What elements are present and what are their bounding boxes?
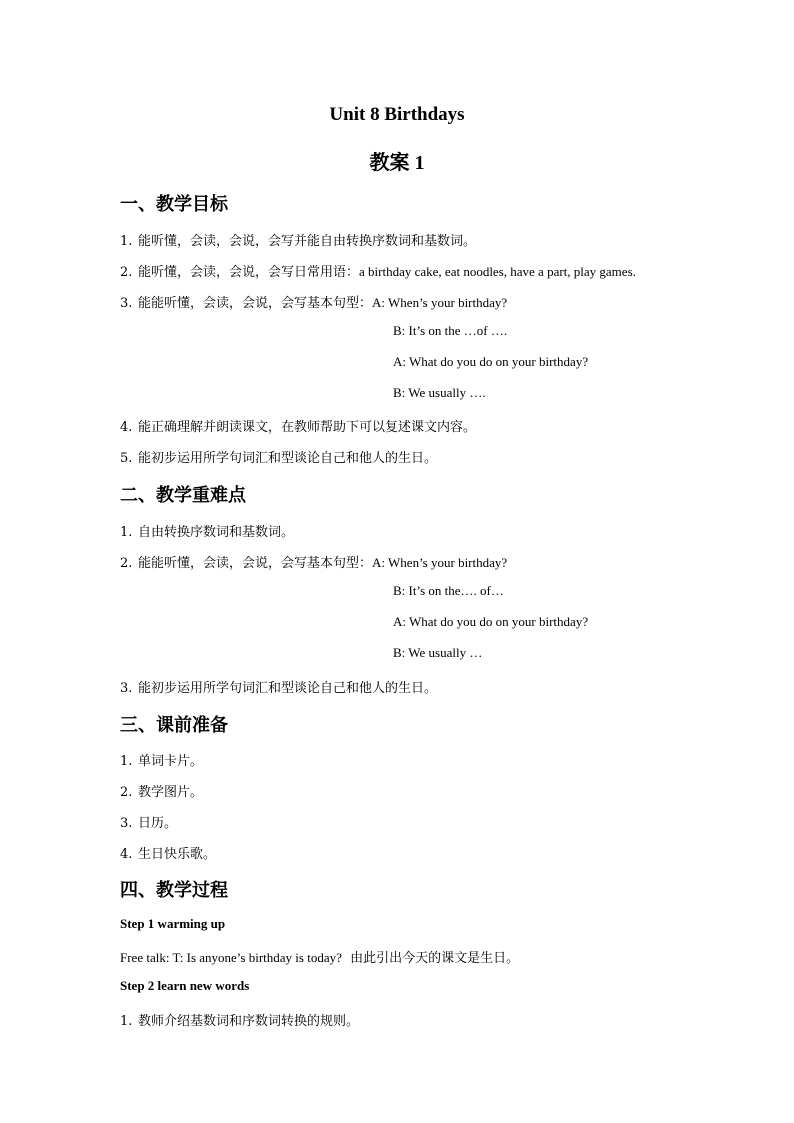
item-text: 日历。 [138, 816, 178, 831]
item-number: 3. [120, 681, 133, 696]
dialogue-line: B: It’s on the…. of… [393, 583, 504, 598]
item-number: 3. [120, 816, 133, 831]
step-heading: Step 1 warming up [120, 916, 226, 931]
list-item [120, 447, 437, 466]
list-item [120, 677, 437, 696]
list-item [120, 261, 636, 280]
item-text: 能能听懂，会读，会说，会写基本句型： [138, 556, 373, 571]
item-number: 1. [120, 754, 133, 769]
page-subtitle: 教案 1 [369, 152, 425, 174]
free-talk-en: Free talk: T: Is anyone’s birthday is today? [120, 950, 342, 965]
item-number: 2. [120, 785, 133, 800]
item-number: 1. [120, 525, 133, 540]
item-number: 1. [120, 1014, 133, 1029]
item-number: 4. [120, 847, 133, 862]
item-text: 教师介绍基数词和序数词转换的规则。 [138, 1014, 360, 1029]
list-item [120, 230, 476, 249]
item-number: 4. [120, 420, 133, 435]
list-item [120, 1010, 359, 1029]
item-text: 能初步运用所学句词汇和型谈论自己和他人的生日。 [138, 451, 438, 466]
item-text: 能正确理解并朗读课文，在教师帮助下可以复述课文内容。 [138, 420, 477, 435]
page-title: Unit 8 Birthdays [329, 104, 465, 125]
item-number: 1. [120, 234, 133, 249]
item-text: 能初步运用所学句词汇和型谈论自己和他人的生日。 [138, 681, 438, 696]
item-text-en: a birthday cake, eat noodles, have a part, play games. [359, 264, 636, 279]
list-item [120, 292, 507, 311]
list-item [120, 750, 203, 769]
item-text: 能能听懂，会读，会说，会写基本句型： [138, 296, 373, 311]
item-text: 单词卡片。 [138, 754, 204, 769]
item-number: 2. [120, 265, 133, 280]
dialogue-line: A: What do you do on your birthday? [393, 354, 589, 369]
dialogue-line: A: What do you do on your birthday? [393, 614, 589, 629]
item-text: 教学图片。 [138, 785, 204, 800]
dialogue-line: B: We usually …. [393, 385, 486, 400]
list-item [120, 521, 294, 540]
item-number: 3. [120, 296, 133, 311]
item-text-en: A: When’s your birthday? [372, 555, 508, 570]
item-text-en: A: When’s your birthday? [372, 295, 508, 310]
item-text: 自由转换序数词和基数词。 [138, 525, 295, 540]
list-item [120, 812, 177, 831]
dialogue-line: B: We usually … [393, 645, 483, 660]
list-item [120, 781, 203, 800]
list-item [120, 552, 507, 571]
list-item [120, 416, 476, 435]
dialogue-line: B: It’s on the …of …. [393, 323, 508, 338]
item-text: 能听懂，会读，会说，会写并能自由转换序数词和基数词。 [138, 234, 477, 249]
free-talk-line [120, 947, 519, 966]
list-item [120, 843, 216, 862]
item-number: 2. [120, 556, 133, 571]
section-heading-procedure: 四、教学过程 [120, 880, 228, 901]
item-text: 能听懂，会读，会说，会写日常用语： [138, 265, 360, 280]
section-heading-key-points: 二、教学重难点 [120, 485, 246, 506]
section-heading-preparation: 三、课前准备 [120, 715, 228, 736]
item-text: 生日快乐歌。 [138, 847, 217, 862]
section-heading-objectives: 一、教学目标 [120, 194, 228, 215]
free-talk-cn: 由此引出今天的课文是生日。 [350, 951, 520, 966]
item-number: 5. [120, 451, 133, 466]
step-heading: Step 2 learn new words [120, 978, 250, 993]
